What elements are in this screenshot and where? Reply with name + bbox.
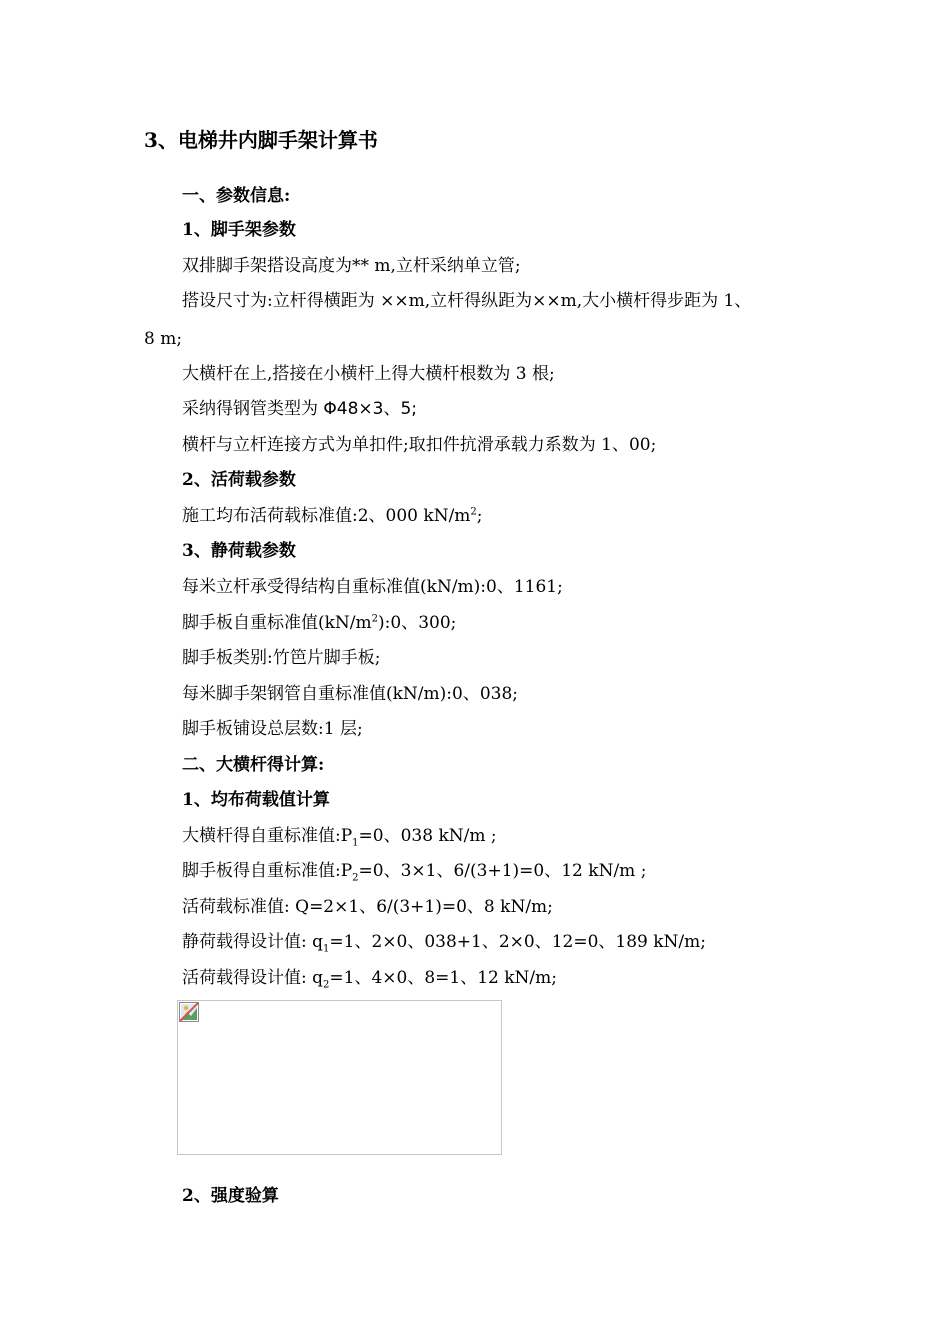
text-live-load-suffix: ;	[476, 506, 483, 526]
text-board-layers: 脚手板铺设总层数:1 层;	[182, 719, 363, 739]
text-p2-sub: 2	[352, 872, 359, 884]
subheading-uniform-load: 1、均布荷载值计算	[182, 790, 330, 810]
text-pipe-type	[182, 401, 417, 418]
text-dead-design	[182, 932, 707, 955]
text-scaffold-height: 双排脚手架搭设高度为** m,立杆采纳单立管;	[182, 256, 521, 276]
text-q2-suffix: =1、4×0、8=1、12 kN/m;	[329, 968, 557, 988]
text-coupler: 横杆与立杆连接方式为单扣件;取扣件抗滑承载力系数为 1、00;	[182, 435, 657, 455]
subheading-dead-load: 3、静荷载参数	[182, 541, 296, 561]
text-ledger-selfweight	[182, 826, 497, 849]
text-p1-sub: 1	[352, 837, 359, 849]
document-title: 3、电梯井内脚手架计算书	[144, 128, 378, 152]
broken-image-icon	[179, 1002, 199, 1022]
text-q2-prefix: 活荷载得设计值: q	[182, 968, 324, 988]
text-board-type: 脚手板类别:竹笆片脚手板;	[182, 648, 381, 668]
section-heading-params: 一、参数信息:	[182, 186, 291, 206]
text-q1-suffix: =1、2×0、038+1、2×0、12=0、189 kN/m;	[329, 932, 707, 952]
text-live-standard: 活荷载标准值: Q=2×1、6/(3+1)=0、8 kN/m;	[182, 897, 553, 917]
text-p2-suffix: =0、3×1、6/(3+1)=0、12 kN/m ;	[358, 861, 647, 881]
text-p1-suffix: =0、038 kN/m ;	[358, 826, 497, 846]
subheading-scaffold-params: 1、脚手架参数	[182, 220, 296, 240]
text-structure-weight: 每米立杆承受得结构自重标准值(kN/m):0、1161;	[182, 577, 563, 597]
text-live-load	[182, 508, 483, 525]
text-live-load-prefix: 施工均布活荷载标准值:2、000 kN/m	[182, 506, 471, 526]
image-placeholder	[177, 1000, 502, 1155]
text-ledger-count: 大横杆在上,搭接在小横杆上得大横杆根数为 3 根;	[182, 364, 555, 384]
text-pipe-weight: 每米脚手架钢管自重标准值(kN/m):0、038;	[182, 684, 519, 704]
text-q1-sub: 1	[323, 943, 330, 955]
text-board-weight-suffix: ):0、300;	[378, 613, 457, 633]
text-board-weight	[182, 615, 456, 632]
text-board-weight-prefix: 脚手板自重标准值(kN/m	[182, 613, 372, 633]
text-p1-prefix: 大横杆得自重标准值:P	[182, 826, 353, 846]
section-heading-ledger: 二、大横杆得计算:	[182, 755, 325, 775]
text-dimensions-line2: 8 m;	[144, 329, 183, 349]
subheading-strength-check: 2、强度验算	[182, 1186, 279, 1206]
text-dimensions-line1: 搭设尺寸为:立杆得横距为 ××m,立杆得纵距为××m,大小横杆得步距为 1、	[182, 291, 752, 311]
text-live-design	[182, 968, 557, 991]
text-q2-sub: 2	[323, 979, 330, 991]
text-pipe-spec: Φ48×3、5;	[323, 399, 418, 419]
text-board-selfweight	[182, 861, 647, 884]
text-live-load-sup: 2	[470, 506, 477, 518]
text-board-weight-sup: 2	[371, 613, 379, 625]
subheading-live-load: 2、活荷载参数	[182, 470, 296, 490]
text-p2-prefix: 脚手板得自重标准值:P	[182, 861, 353, 881]
text-q1-prefix: 静荷载得设计值: q	[182, 932, 324, 952]
text-pipe-type-prefix: 采纳得钢管类型为	[182, 399, 324, 419]
